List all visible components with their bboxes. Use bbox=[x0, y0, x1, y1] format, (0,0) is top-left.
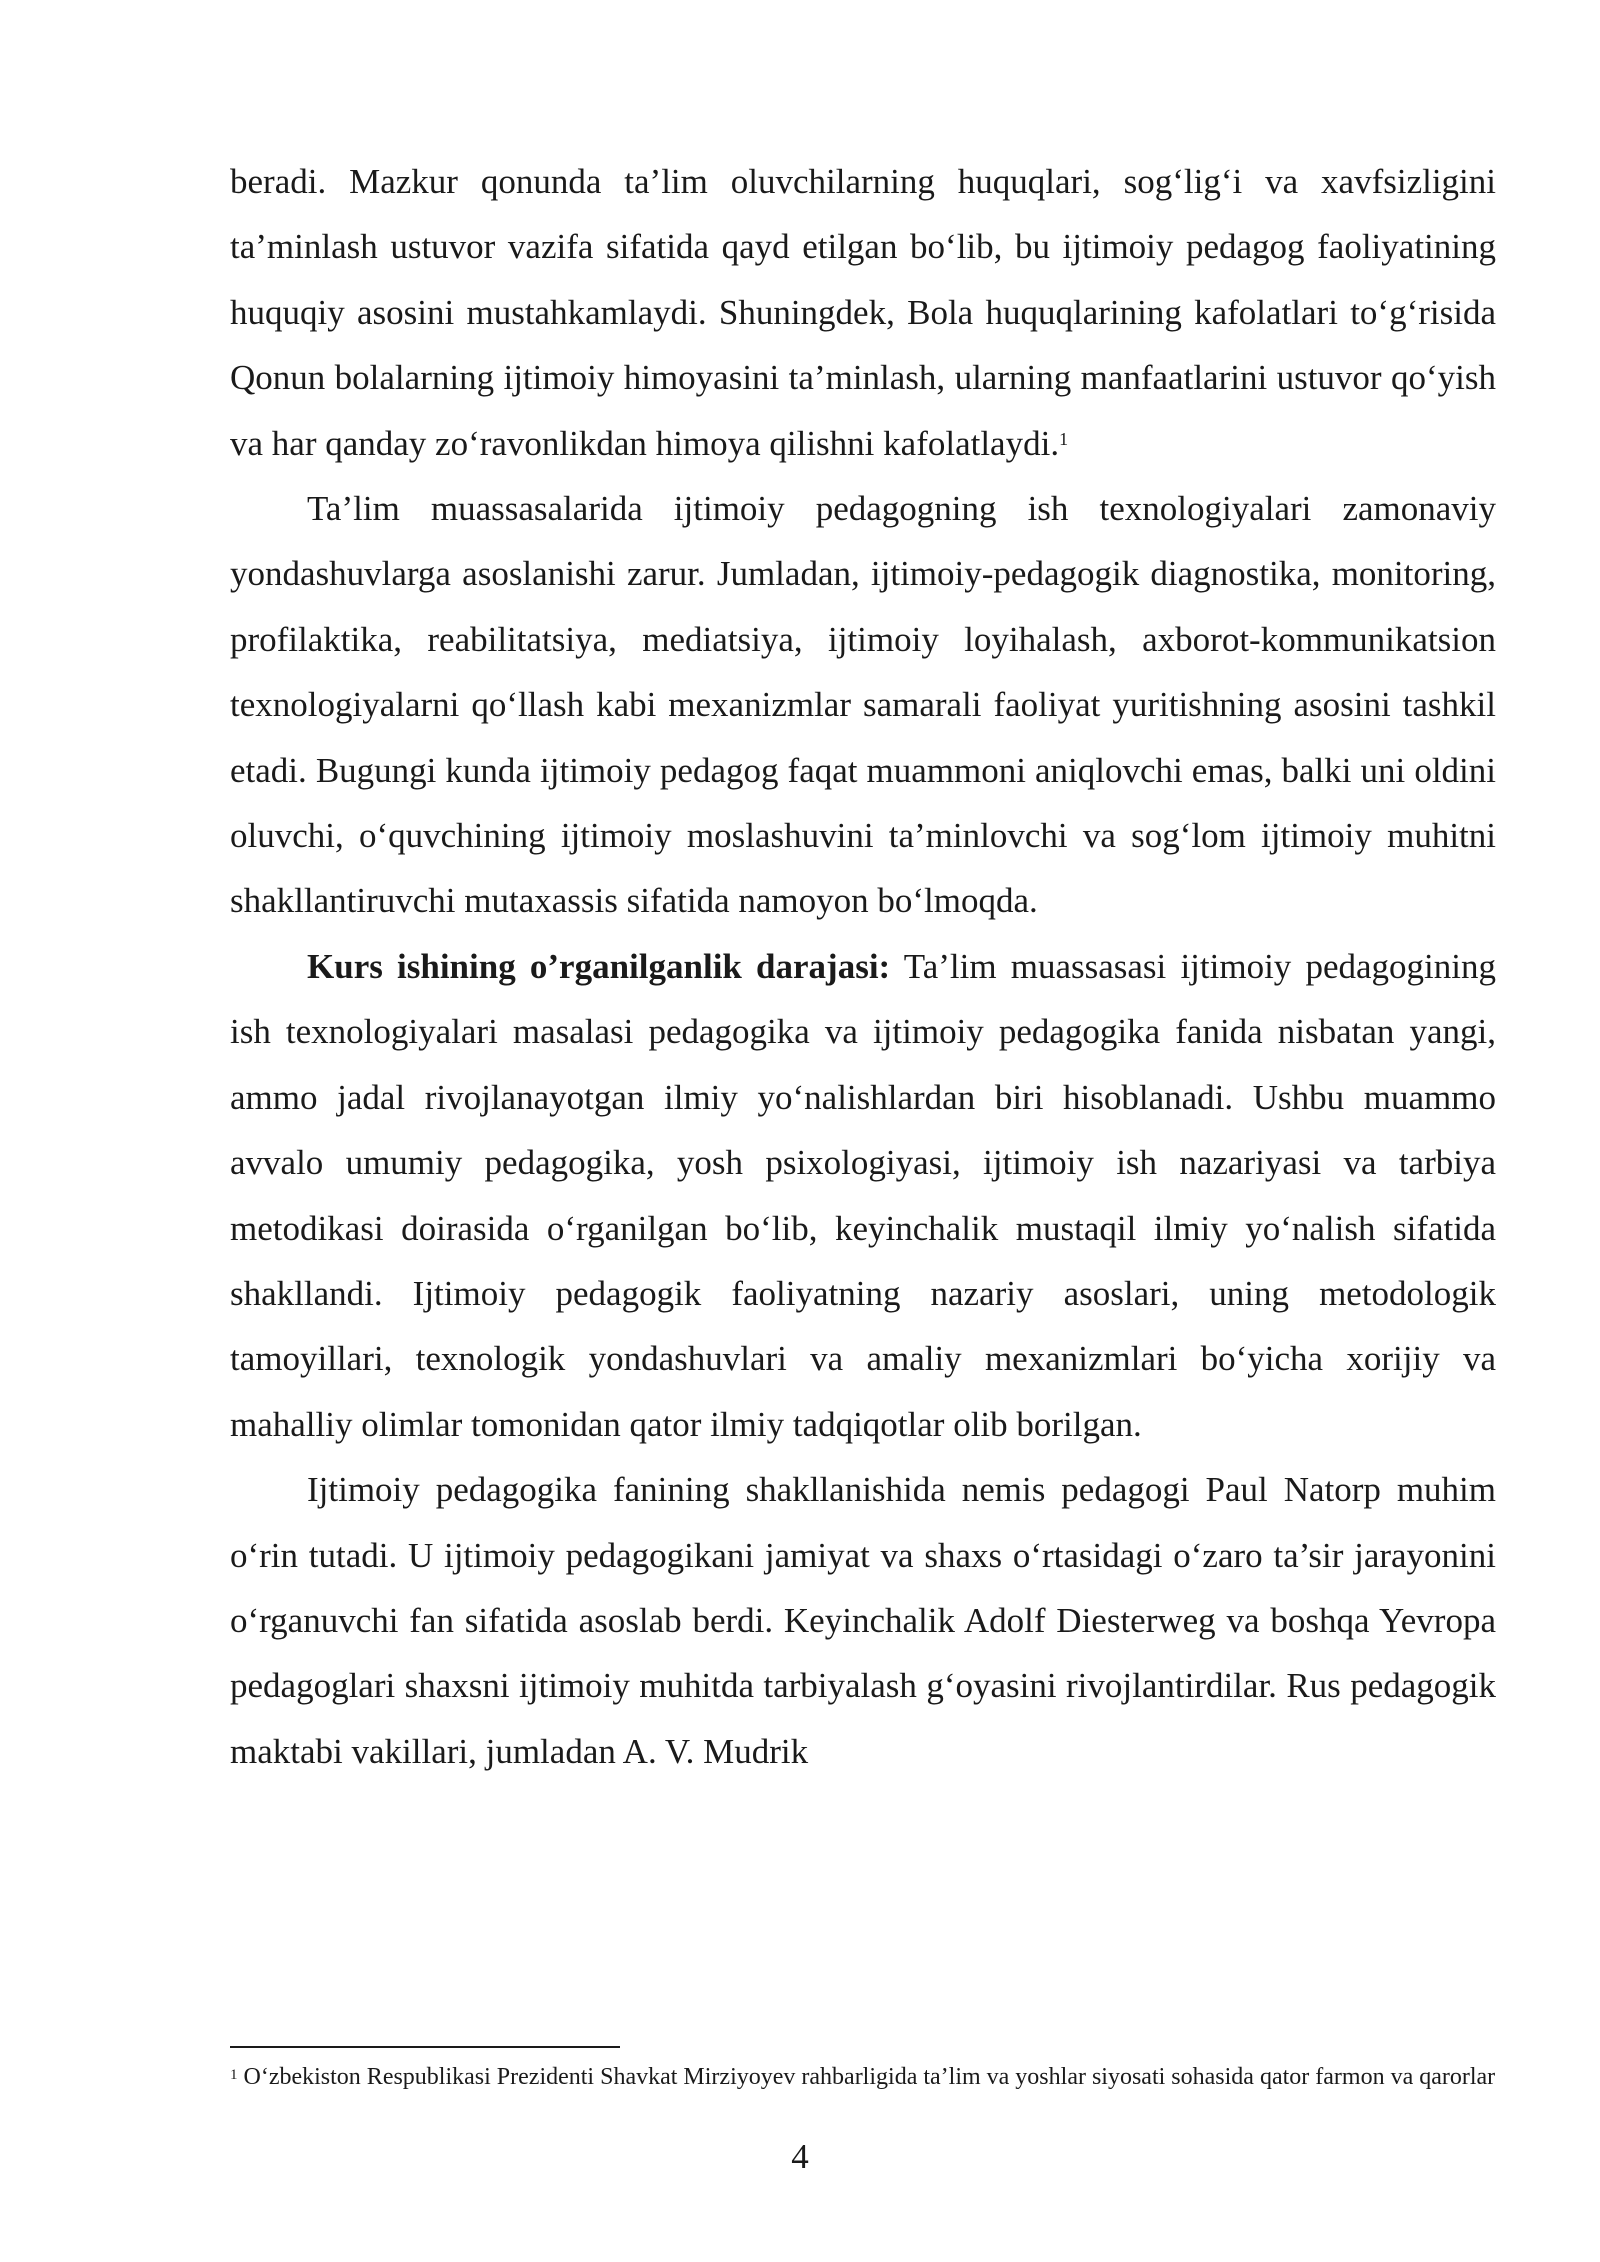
body-text bbox=[230, 149, 1496, 1784]
page-number: 4 bbox=[791, 2137, 809, 2176]
footnote-mark: 1 bbox=[230, 2067, 238, 2083]
paragraph-4 bbox=[230, 1457, 1496, 1784]
paragraph-2-text: Ta’lim muassasalarida ijtimoiy pedagogning ish texnologiyalari zamonaviy yondashuvlarga asoslanishi zarur. Jumladan, ijtimoiy-pedagogik diagnostika, monitoring, profilaktika, reabilitatsiya, mediatsiya, ijtimoiy loyihalash, axborot-kommunikatsion texnologiyalarni qo‘llash kabi mexanizmlar samarali faoliyat yuritishning asosini tashkil etadi. Bugungi kunda ijtimoiy pedagog faqat muammoni aniqlovchi emas, balki uni oldini oluvchi, o‘quvchining ijtimoiy moslashuvini ta’minlovchi va sog‘lom ijtimoiy muhitni shakllantiruvchi mutaxassis sifatida namoyon bo‘lmoqda. bbox=[230, 489, 1496, 921]
footnote-reference: 1 bbox=[1059, 428, 1069, 449]
footnote bbox=[230, 2062, 1496, 2093]
paragraph-1-text: beradi. Mazkur qonunda ta’lim oluvchilarning huquqlari, sog‘lig‘i va xavfsizligini ta’minlash ustuvor vazifa sifatida qayd etilgan bo‘lib, bu ijtimoiy pedagog faoliyatining huquqiy asosini mustahkamlaydi. Shuningdek, Bola huquqlarining kafolatlari to‘g‘risida Qonun bolalarning ijtimoiy himoyasini ta’minlash, ularning manfaatlarini ustuvor qo‘yish va har qanday zo‘ravonlikdan himoya qilishni kafolatlaydi. bbox=[230, 162, 1496, 463]
footnote-text: O‘zbekiston Respublikasi Prezidenti Shavkat Mirziyoyev rahbarligida ta’lim va yoshlar siyosati sohasida qator farmon va qarorlar bbox=[243, 2064, 1496, 2090]
paragraph-1 bbox=[230, 149, 1496, 476]
footnote-separator bbox=[230, 2046, 620, 2048]
section-heading: Kurs ishining o’rganilganlik darajasi: bbox=[307, 946, 891, 986]
paragraph-3-text: Ta’lim muassasasi ijtimoiy pedagogining ish texnologiyalari masalasi pedagogika va ijtimoiy pedagogika fanida nisbatan yangi, ammo jadal rivojlanayotgan ilmiy yo‘nalishlardan biri hisoblanadi. Ushbu muammo avvalo umumiy pedagogika, yosh psixologiyasi, ijtimoiy ish nazariyasi va tarbiya metodikasi doirasida o‘rganilgan bo‘lib, keyinchalik mustaqil ilmiy yo‘nalish sifatida shakllandi. Ijtimoiy pedagogik faoliyatning nazariy asoslari, uning metodologik tamoyillari, texnologik yondashuvlari va amaliy mexanizmlari bo‘yicha xorijiy va mahalliy olimlar tomonidan qator ilmiy tadqiqotlar olib borilgan. bbox=[230, 946, 1497, 1444]
paragraph-4-text: Ijtimoiy pedagogika fanining shakllanishida nemis pedagogi Paul Natorp muhim o‘rin tutadi. U ijtimoiy pedagogikani jamiyat va shaxs o‘rtasidagi o‘zaro ta’sir jarayonini o‘rganuvchi fan sifatida asoslab berdi. Keyinchalik Adolf Diesterweg va boshqa Yevropa pedagoglari shaxsni ijtimoiy muhitda tarbiyalash g‘oyasini rivojlantirdilar. Rus pedagogik maktabi vakillari, jumladan A. V. Mudrik bbox=[230, 1470, 1496, 1771]
paragraph-3 bbox=[230, 934, 1496, 1457]
paragraph-2 bbox=[230, 476, 1496, 934]
